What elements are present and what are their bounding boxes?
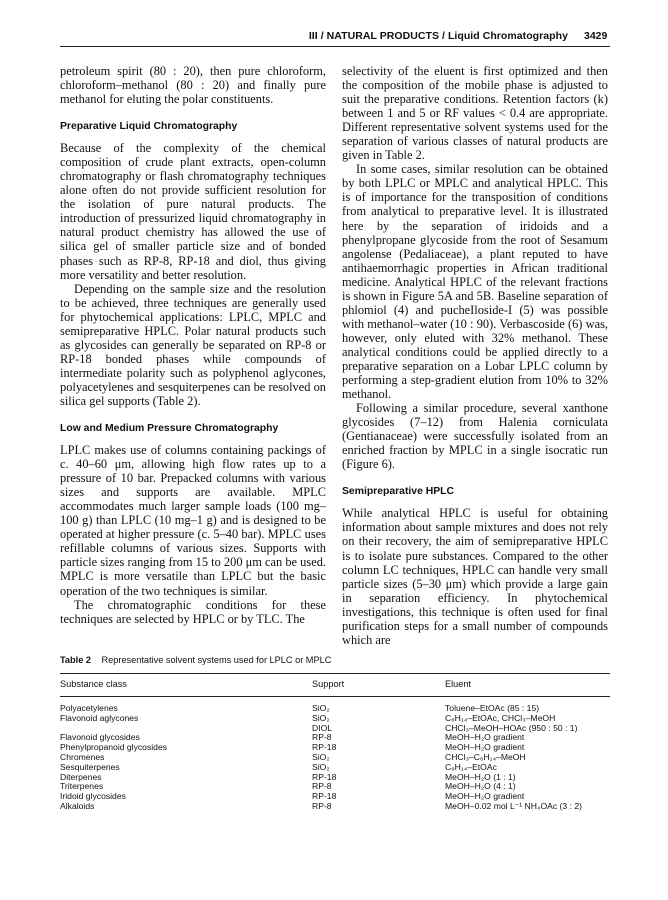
cell-eluent: MeOH–H₂O (4 : 1) [445, 781, 516, 792]
cell-substance: Iridoid glycosides [60, 791, 126, 802]
left-column [60, 64, 326, 626]
cell-support: SiO₂ [312, 751, 330, 762]
cell-eluent: MeOH–H₂O gradient [445, 742, 525, 753]
cell-eluent: C₆H₁₄–EtOAc, CHCl₃–MeOH [445, 712, 556, 723]
cell-substance: Triterpenes [60, 781, 104, 792]
cell-substance: Chromenes [60, 751, 105, 762]
cell-eluent: CHCl₃–C₆H₁₄–MeOH [445, 751, 526, 762]
table-top-rule [60, 673, 610, 674]
cell-support: RP-8 [312, 800, 332, 811]
cell-support: SiO₂ [312, 712, 330, 723]
cell-support: SiO₂ [312, 703, 330, 713]
cell-substance: Diterpenes [60, 771, 102, 782]
table-label: Table 2 [60, 655, 91, 665]
cell-support: RP-18 [312, 742, 337, 753]
running-title: III / NATURAL PRODUCTS / Liquid Chromatography [308, 30, 568, 42]
cell-eluent: MeOH–H₂O (1 : 1) [445, 771, 516, 782]
cell-eluent: MeOH–H₂O gradient [445, 732, 525, 743]
cell-substance: Alkaloids [60, 800, 95, 811]
table-body [0, 704, 668, 812]
cell-support: RP-8 [312, 781, 332, 792]
paragraph: LPLC makes use of columns containing packings of c. 40–60 μm, allowing high flow rates up to a pressure of 10 bar. Prepacked columns with various sizes and supports are available. MPLC accommodates much larger sample loads (100 mg–100 g) than LPLC (10 mg–1 g) and is designed to be operated at higher pressure (c. 5–40 bar). MPLC uses refillable columns of various sizes. Supports with particle sizes ranging from 15 to 200 μm can be used. MPLC is more versatile than LPLC but the basic operation of the two techniques is similar. [60, 443, 326, 598]
section-heading: Semipreparative HPLC [342, 486, 455, 498]
column-header-eluent: Eluent [445, 679, 472, 689]
right-column [342, 64, 608, 647]
paragraph: Because of the complexity of the chemical composition of crude plant extracts, open-column chromatography or flash chromatography techniques alone often do not provide sufficient resolution for the isolation of pure natural products. The introduction of pressurized liquid chromatography in natural product chemistry has allowed the use of silica gel of smaller particle size and of bonded phases such as RP-8, RP-18 and diol, thus giving more versatility and better resolution. [60, 141, 326, 282]
table-caption-text: Representative solvent systems used for LPLC or MPLC [101, 655, 332, 665]
section-heading: Low and Medium Pressure Chromatography [60, 423, 279, 435]
paragraph: Following a similar procedure, several xanthone glycosides (7–12) from Halenia corniculata (Gentianaceae) were successfully isolated from an enriched fraction by MPLC in a single isocratic run (Figure 6). [342, 401, 608, 472]
paragraph: While analytical HPLC is useful for obtaining information about sample mixtures and does not rely on their recovery, the aim of semipreparative HPLC is to isolate pure substances. Compared to the other column LC techniques, HPLC can handle very small particle sizes (5–30 μm) which provide a large gain in separation efficiency. In phytochemical investigations, this technique is often used for final purification steps for a small number of compounds which are [342, 506, 608, 647]
cell-substance: Flavonoid aglycones [60, 712, 139, 723]
cell-support: RP-18 [312, 771, 337, 782]
section-heading: Preparative Liquid Chromatography [60, 121, 238, 133]
paragraph: petroleum spirit (80 : 20), then pure chloroform, chloroform–methanol (80 : 20) and finally pure methanol for eluting the polar constituents. [60, 64, 326, 107]
column-header-substance: Substance class [60, 679, 127, 689]
table-row [0, 802, 668, 812]
table-caption [60, 655, 331, 665]
cell-support: DIOL [312, 722, 333, 733]
cell-eluent: MeOH–H₂O gradient [445, 791, 525, 802]
cell-support: RP-18 [312, 791, 337, 802]
cell-support: RP-8 [312, 732, 332, 743]
cell-eluent: C₆H₁₄–EtOAc [445, 761, 497, 772]
cell-eluent: MeOH–0.02 mol L⁻¹ NH₄OAc (3 : 2) [445, 800, 582, 811]
paragraph: In some cases, similar resolution can be obtained by both LPLC or MPLC and analytical HPLC. This is of importance for the transposition of conditions from analytical to preparative level. It is illustrated here by the separation of iridoids and a phenylpropane glycoside from the root of Sesamum angolense (Pedaliaceae), a plant reputed to have antihaemorrhagic properties in African traditional medicine. Analytical HPLC of the relevant fractions is shown in Figure 5A and 5B. Baseline separation of phlomiol (4) and pucheIloside-I (5) was possible with methanol–water (10 : 90). Verbascoside (6) was, however, only eluted with 32% methanol. These analytical conditions could be applied directly to a preparative separation on a Lobar LPLC column by performing a step-gradient elution from 10% to 32% methanol. [342, 162, 608, 402]
table-header-rule [60, 696, 610, 697]
column-header-support: Support [312, 679, 345, 689]
cell-eluent: Toluene–EtOAc (85 : 15) [445, 703, 540, 713]
paragraph: selectivity of the eluent is first optimized and then the composition of the mobile phase is adjusted to suit the preparative conditions. Retention factors (k) between 1 and 5 or RF values < 0.4 are appropriate. Different representative solvent systems used for the separation of various classes of natural products are given in Table 2. [342, 64, 608, 163]
cell-substance: Phenylpropanoid glycosides [60, 742, 168, 753]
page-number: 3429 [584, 30, 608, 42]
cell-eluent: CHCl₃–MeOH–HOAc (950 : 50 : 1) [445, 722, 578, 733]
header-rule [60, 46, 610, 47]
paragraph: The chromatographic conditions for these techniques are selected by HPLC or by TLC. The [60, 597, 326, 626]
cell-support: SiO₂ [312, 761, 330, 772]
cell-substance: Flavonoid glycosides [60, 732, 140, 743]
paragraph: Depending on the sample size and the resolution to be achieved, three techniques are generally used for phytochemical applications: LPLC, MPLC and semipreparative HPLC. Polar natural products such as glycosides can generally be separated on RP-8 or RP-18 bonded phases while compounds of intermediate polarity such as polyphenol aglycones, polyacetylenes and sesquiterpenes can be resolved on silica gel supports (Table 2). [60, 281, 326, 408]
cell-substance: Polyacetylenes [60, 703, 118, 713]
cell-substance: Sesquiterpenes [60, 761, 120, 772]
